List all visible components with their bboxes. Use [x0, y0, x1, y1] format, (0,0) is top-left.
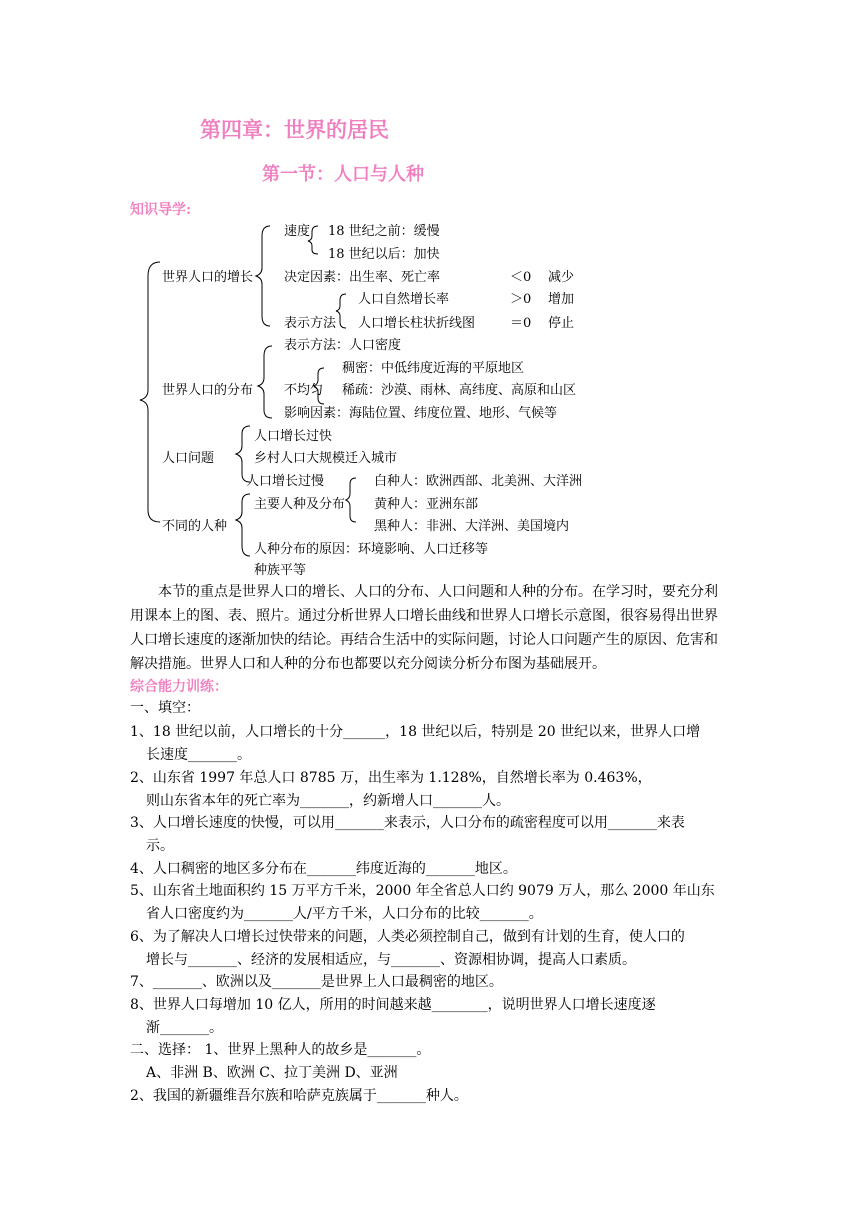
intro-paragraph: 本节的重点是世界人口的增长、人口的分布、人口问题和人种的分布。在学习时，要充分利用课本上的图、表、照片。通过分析世界人口增长曲线和世界人口增长示意图，很容易得出世界人口增长速度的逐渐加快的结论。再结合生活中的实际问题，讨论人口问题产生的原因、危害和解决措施。世界人口和人种的分布也都要以充分阅读分析分布图为基础展开。 — [130, 584, 718, 672]
race-distribution-reason: 人种分布的原因：环境影响、人口迁移等 — [254, 542, 489, 557]
question-5-line-2: 省人口密度约为_______人/平方千米，人口分布的比较_______。 — [146, 906, 543, 922]
dense-areas: 稠密：中低纬度近海的平原地区 — [342, 361, 525, 376]
distribution-brace — [258, 346, 272, 418]
training-heading: 综合能力训练： — [130, 679, 228, 695]
question-6-line-1: 6、为了解决人口增长过快带来的问题，人类必须控制自己，做到有计划的生育，使人口的 — [130, 929, 685, 945]
chapter-title: 第四章：世界的居民 — [200, 117, 389, 142]
question-8-line-2: 渐_______。 — [146, 1020, 223, 1036]
question-6-line-2: 增长与_______、经济的发展相适应，与_______、资源相协调，提高人口素质。 — [146, 952, 636, 968]
question-1-line-2: 长速度_______。 — [146, 747, 251, 763]
white-race: 白种人：欧洲西部、北美洲、大洋洲 — [374, 474, 583, 489]
density-method: 表示方法：人口密度 — [284, 338, 402, 353]
growth-too-slow: 人口增长过慢 — [246, 474, 325, 489]
growth-chart-method: 人口增长柱状折线图 — [358, 316, 476, 331]
uneven-label: 不均匀 — [284, 383, 324, 398]
growth-too-fast: 人口增长过快 — [254, 429, 333, 444]
yellow-race: 黄种人：亚洲东部 — [374, 497, 479, 512]
races-label: 不同的人种 — [162, 519, 228, 534]
racial-equality: 种族平等 — [254, 563, 307, 578]
races-brace — [236, 494, 250, 556]
greater-than-zero: ＞0 — [510, 292, 532, 307]
population-distribution-label: 世界人口的分布 — [162, 383, 254, 398]
part-one-label: 一、填空： — [130, 700, 200, 716]
main-races-label: 主要人种及分布 — [254, 497, 346, 512]
question-4: 4、人口稠密的地区多分布在_______纬度近海的_______地区。 — [130, 861, 517, 877]
before-18th-century: 18 世纪之前：缓慢 — [328, 224, 440, 239]
influence-factors: 影响因素：海陆位置、纬度位置、地形、气候等 — [284, 406, 558, 421]
part-two-question-1: 二、选择： 1、世界上黑种人的故乡是_______。 — [130, 1042, 431, 1058]
sparse-areas: 稀疏：沙漠、雨林、高纬度、高原和山区 — [342, 383, 577, 398]
outer-brace — [140, 262, 160, 522]
question-1-line-1: 1、18 世纪以前，人口增长的十分______，18 世纪以后，特别是 20 世纪以来，世界人口增 — [130, 724, 701, 740]
decrease-label: 减少 — [548, 270, 575, 285]
main-races-brace — [346, 478, 356, 522]
rate-brace — [336, 294, 346, 328]
question-2-line-2: 则山东省本年的死亡率为_______，约新增人口_______人。 — [146, 793, 510, 809]
population-growth-label: 世界人口的增长 — [162, 270, 254, 285]
representation-method-label: 表示方法 — [284, 316, 337, 331]
equal-zero: ＝0 — [510, 316, 532, 331]
question-3-line-1: 3、人口增长速度的快慢，可以用_______来表示，人口分布的疏密程度可以用_______来表 — [130, 815, 685, 831]
question-3-line-2: 示。 — [146, 838, 174, 854]
increase-label: 增加 — [548, 292, 575, 307]
knowledge-guide-heading: 知识导学: — [130, 202, 192, 218]
natural-growth-rate: 人口自然增长率 — [358, 292, 450, 307]
determining-factors: 决定因素：出生率、死亡率 — [284, 270, 441, 285]
less-than-zero: ＜0 — [510, 270, 532, 285]
section-title: 第一节：人口与人种 — [262, 164, 424, 185]
after-18th-century: 18 世纪以后：加快 — [328, 247, 440, 262]
question-8-line-1: 8、世界人口每增加 10 亿人，所用的时间越来越________，说明世界人口增长速度逐 — [130, 997, 656, 1013]
question-2-line-1: 2、山东省 1997 年总人口 8785 万，出生率为 1.128%，自然增长率为 0.463%， — [130, 770, 652, 786]
stop-label: 停止 — [548, 316, 575, 331]
population-problems-label: 人口问题 — [162, 451, 215, 466]
rural-migration: 乡村人口大规模迁入城市 — [254, 451, 398, 466]
growth-brace — [256, 226, 270, 326]
part-two-question-2: 2、我国的新疆维吾尔族和哈萨克族属于_______种人。 — [130, 1088, 468, 1104]
black-race: 黑种人：非洲、大洋洲、美国境内 — [374, 519, 570, 534]
question-5-line-1: 5、山东省土地面积约 15 万平方千米，2000 年全省总人口约 9079 万人，那么 2000 年山东 — [130, 883, 715, 899]
speed-label: 速度 — [284, 224, 311, 239]
question-1-options: A、非洲 B、欧洲 C、拉丁美洲 D、亚洲 — [146, 1065, 398, 1081]
question-7: 7、_______、欧洲以及_______是世界上人口最稠密的地区。 — [130, 974, 503, 990]
